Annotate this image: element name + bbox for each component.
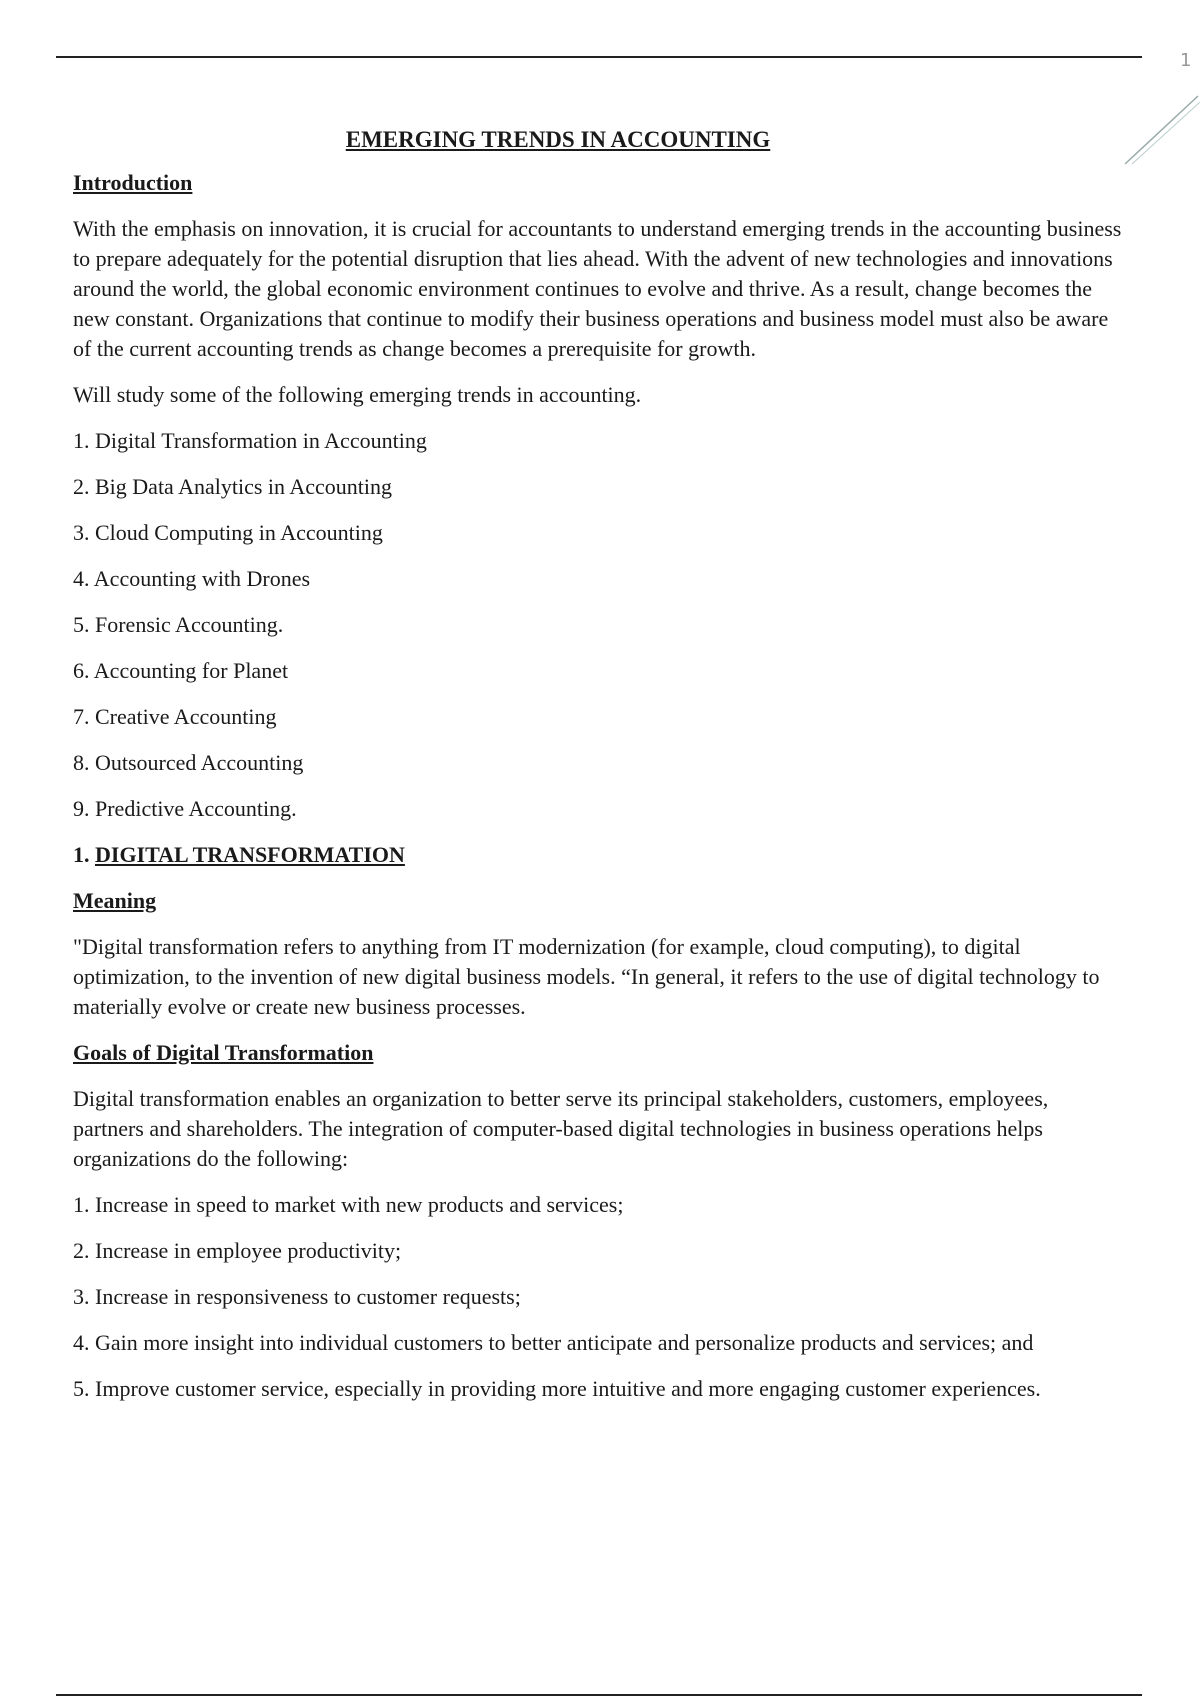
trend-item: 9. Predictive Accounting. [73,796,297,821]
section-title: DIGITAL TRANSFORMATION [95,842,405,867]
trend-item: 4. Accounting with Drones [73,566,311,591]
corner-decoration [1120,88,1200,168]
goal-item: 2. Increase in employee productivity; [73,1238,402,1263]
trend-item: 1. Digital Transformation in Accounting [73,428,427,453]
trend-item: 6. Accounting for Planet [73,658,289,683]
goals-paragraph: Digital transformation enables an organization to better serve its principal stakeholders, customers, employees, partners and shareholders. The integration of computer-based digital technologies in business operations helps organizations do the following: [73,1086,1049,1171]
section-heading-digital-transformation [73,840,1123,870]
goals-heading-text: Goals of Digital Transformation [73,1040,374,1065]
document-title: EMERGING TRENDS IN ACCOUNTING [345,127,771,152]
goal-item: 1. Increase in speed to market with new products and services; [73,1192,624,1217]
meaning-paragraph: "Digital transformation refers to anything from IT modernization (for example, cloud computing), to digital optimization, to the invention of new digital business models. “In general, it refers to the use of digital technology to materially evolve or create new business processes. [73,934,1100,1019]
trend-item: 7. Creative Accounting [73,704,277,729]
goal-item: 4. Gain more insight into individual customers to better anticipate and personalize products and services; and [73,1330,1034,1355]
trend-item: 8. Outsourced Accounting [73,750,304,775]
page-number: 1 [1180,50,1192,71]
introduction-heading [73,168,1123,198]
trend-item: 3. Cloud Computing in Accounting [73,520,383,545]
meaning-heading [73,886,1123,916]
footer-rule [56,1694,1142,1696]
trends-lead-in: Will study some of the following emerging trends in accounting. [73,382,642,407]
introduction-heading-text: Introduction [73,170,193,195]
meaning-heading-text: Meaning [73,888,157,913]
header-rule [56,56,1142,58]
trend-item: 2. Big Data Analytics in Accounting [73,474,392,499]
goal-item: 3. Increase in responsiveness to customer requests; [73,1284,521,1309]
trend-item: 5. Forensic Accounting. [73,612,284,637]
goals-heading [73,1038,1123,1068]
section-number: 1. [73,842,90,867]
introduction-paragraph: With the emphasis on innovation, it is crucial for accountants to understand emerging trends in the accounting business to prepare adequately for the potential disruption that lies ahead. With the advent of new technologies and innovations around the world, the global economic environment continues to evolve and thrive. As a result, change becomes the new constant. Organizations that continue to modify their business operations and business model must also be aware of the current accounting trends as change becomes a prerequisite for growth. [73,216,1122,361]
document-body [73,125,1123,1420]
goal-item: 5. Improve customer service, especially in providing more intuitive and more engaging customer experiences. [73,1376,1041,1401]
